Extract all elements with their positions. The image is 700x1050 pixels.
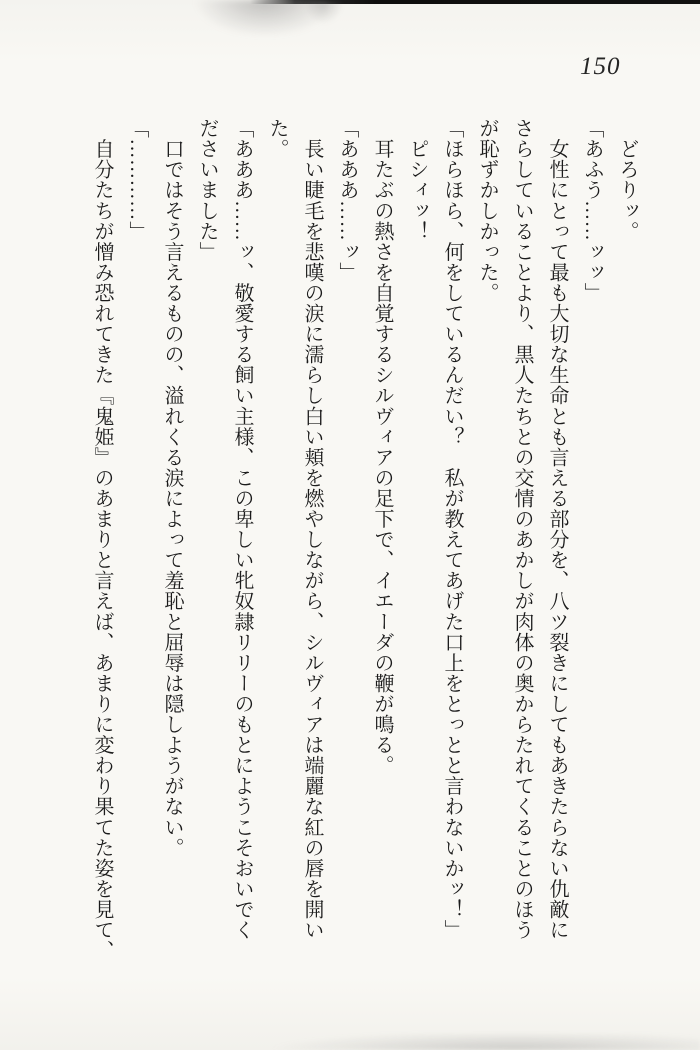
vertical-text-block bbox=[84, 118, 644, 961]
paragraph: 「ほらほら、何をしているんだい？ 私が教えてあげた口上をとっとと言わないかッ！」 bbox=[441, 118, 463, 940]
paragraph: 「あふう……ッッ」 bbox=[581, 118, 603, 303]
paragraph: 「あああ……ッ、敬愛する飼い主様、この卑しい牝奴隷リリーのもとにようこそおいでくださいました」 bbox=[196, 118, 253, 940]
paragraph: 耳たぶの熱さを自覚するシルヴィアの足下で、イエーダの鞭が鳴る。 bbox=[371, 118, 393, 776]
paragraph: 口ではそう言えるものの、溢れくる涙によって羞恥と屈辱は隠しようがない。 bbox=[161, 118, 183, 858]
paragraph: ピシィッ！ bbox=[406, 118, 428, 242]
paragraph: 女性にとって最も大切な生命とも言える部分を、八ツ裂きにしてもあきたらない仇敵にさらしていることより、黒人たちとの交情のあかしが肉体の奥からたれてくることのほうが恥ずかしかった。 bbox=[476, 118, 568, 940]
scan-smudge-bottom bbox=[215, 1034, 700, 1050]
paragraph: どろりッ。 bbox=[616, 118, 638, 242]
paragraph: 自分たちが憎み恐れてきた『鬼姫』のあまりと言えば、あまりに変わり果てた姿を見て、 bbox=[91, 118, 113, 961]
paragraph: 「…………」 bbox=[126, 118, 148, 242]
scan-smudge-top-right bbox=[300, 2, 348, 36]
paragraph: 「あああ……ッ」 bbox=[336, 118, 358, 283]
page-number: 150 bbox=[580, 53, 621, 80]
paragraph: 長い睫毛を悲嘆の涙に濡らし白い頬を燃やしながら、シルヴィアは端麗な紅の唇を開いた。 bbox=[266, 118, 323, 940]
